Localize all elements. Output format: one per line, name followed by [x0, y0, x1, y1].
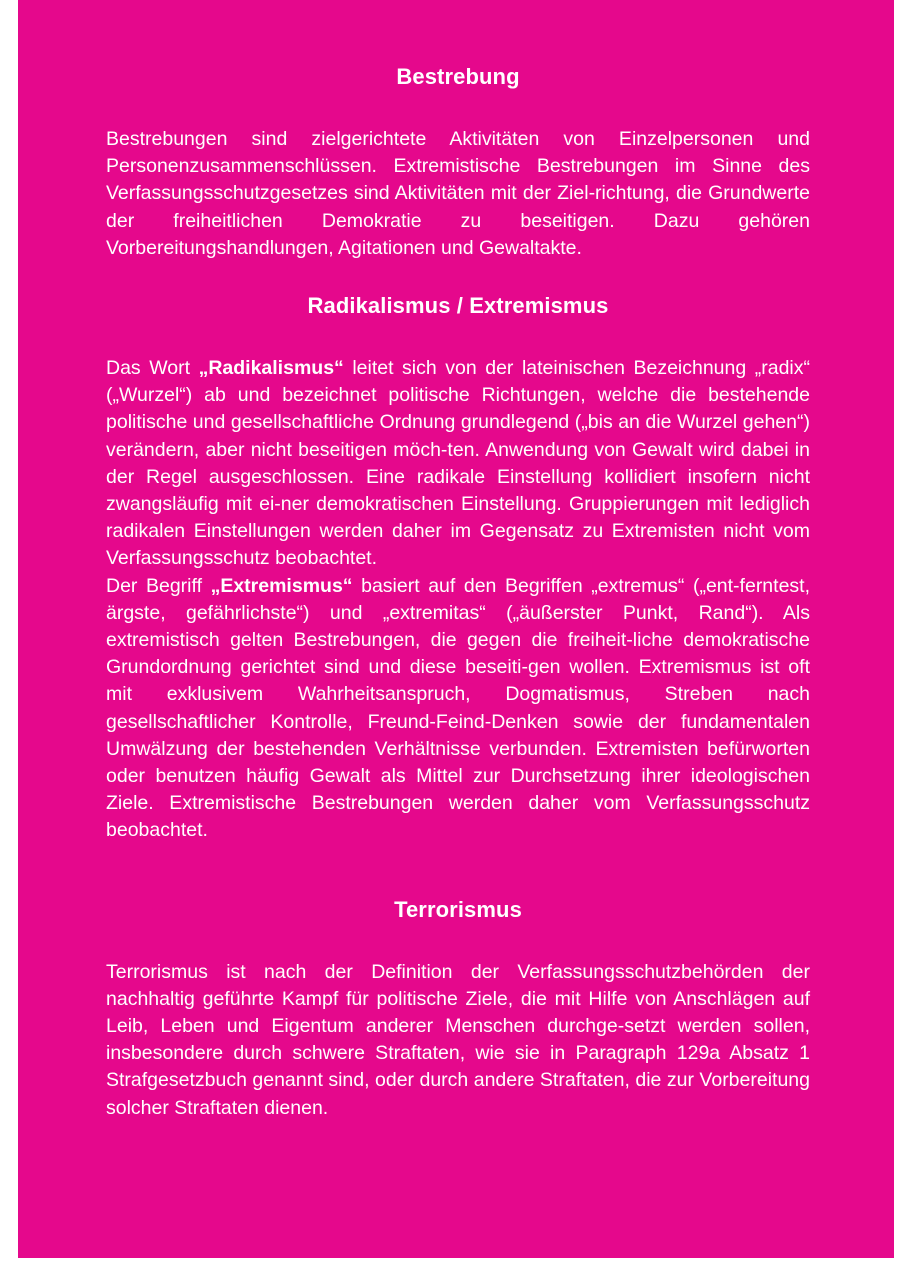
section-title-bestrebung: Bestrebung: [396, 64, 520, 89]
paragraph-extremismus-body: basiert auf den Begriffen „extremus“ („ent-ferntest, ärgste, gefährlichste“) und „extremitas“ („äußerster Punkt, Rand“). Als extremistisch gelten Bestrebungen, die gegen die freiheit-liche demokratische Grundordnung gerichtet sind und diese beseiti-gen wollen. Extremismus ist oft mit exklusivem Wahrheitsanspruch, Dogmatismus, Streben nach gesellschaftlicher Kontrolle, Freund-Feind-Denken sowie der fundamentalen Umwälzung der bestehenden Verhältnisse verbunden. Extremisten befürworten oder benutzen häufig Gewalt als Mittel zur Durchsetzung ihrer ideologischen Ziele. Extremistische Bestrebungen werden daher vom Verfassungsschutz beobachtet.: [106, 574, 811, 842]
paragraph-radikalismus: [106, 355, 810, 573]
section-title-terrorismus: Terrorismus: [394, 896, 522, 922]
paragraph-radikalismus-body: leitet sich von der lateinischen Bezeichnung „radix“ („Wurzel“) ab und bezeichnet politische Richtungen, welche die bestehende politische und gesellschaftliche Ordnung grundlegend („bis an die Wurzel gehen“) verändern, aber nicht beseitigen möch-ten. Anwendung von Gewalt wird dabei in der Regel ausgeschlossen. Eine radikale Einstellung kollidiert insofern nicht zwangsläufig mit ei-ner demokratischen Einstellung. Gruppierungen mit lediglich radikalen Einstellungen werden daher im Gegensatz zu Extremisten nicht vom Verfassungsschutz beobachtet.: [106, 357, 811, 570]
section-title-radikalismus-extremismus: Radikalismus / Extremismus: [307, 293, 609, 319]
paragraph-bestrebung: Bestrebungen sind zielgerichtete Aktivitäten von Einzelpersonen und Personenzusammenschlüssen. Extremistische Bestrebungen im Sinne des Verfassungsschutzgesetzes sind Aktivitäten mit der Ziel-richtung, die Grundwerte der freiheitlichen Demokratie zu beseitigen. Dazu gehören Vorbereitungshandlungen, Agitationen und Gewaltakte.: [106, 128, 810, 259]
paragraph-extremismus-intro: Der Begriff: [106, 574, 211, 597]
document-page: [18, 0, 894, 1258]
document-content: [106, 58, 810, 1122]
term-radikalismus: „Radikalismus“: [198, 357, 344, 380]
paragraph-terrorismus: Terrorismus ist nach der Definition der Verfassungsschutzbehörden der nachhaltig geführte Kampf für politische Ziele, die mit Hilfe von Anschlägen auf Leib, Leben und Eigentum anderer Menschen durchge-setzt werden sollen, insbesondere durch schwere Straftaten, wie sie in Paragraph 129a Absatz 1 Strafgesetzbuch genannt sind, oder durch andere Straftaten, die zur Vorbereitung solcher Straftaten dienen.: [106, 960, 810, 1119]
paragraph-radikalismus-intro: Das Wort: [106, 357, 199, 380]
term-extremismus: „Extremismus“: [210, 574, 353, 597]
paragraph-extremismus: [106, 573, 810, 845]
